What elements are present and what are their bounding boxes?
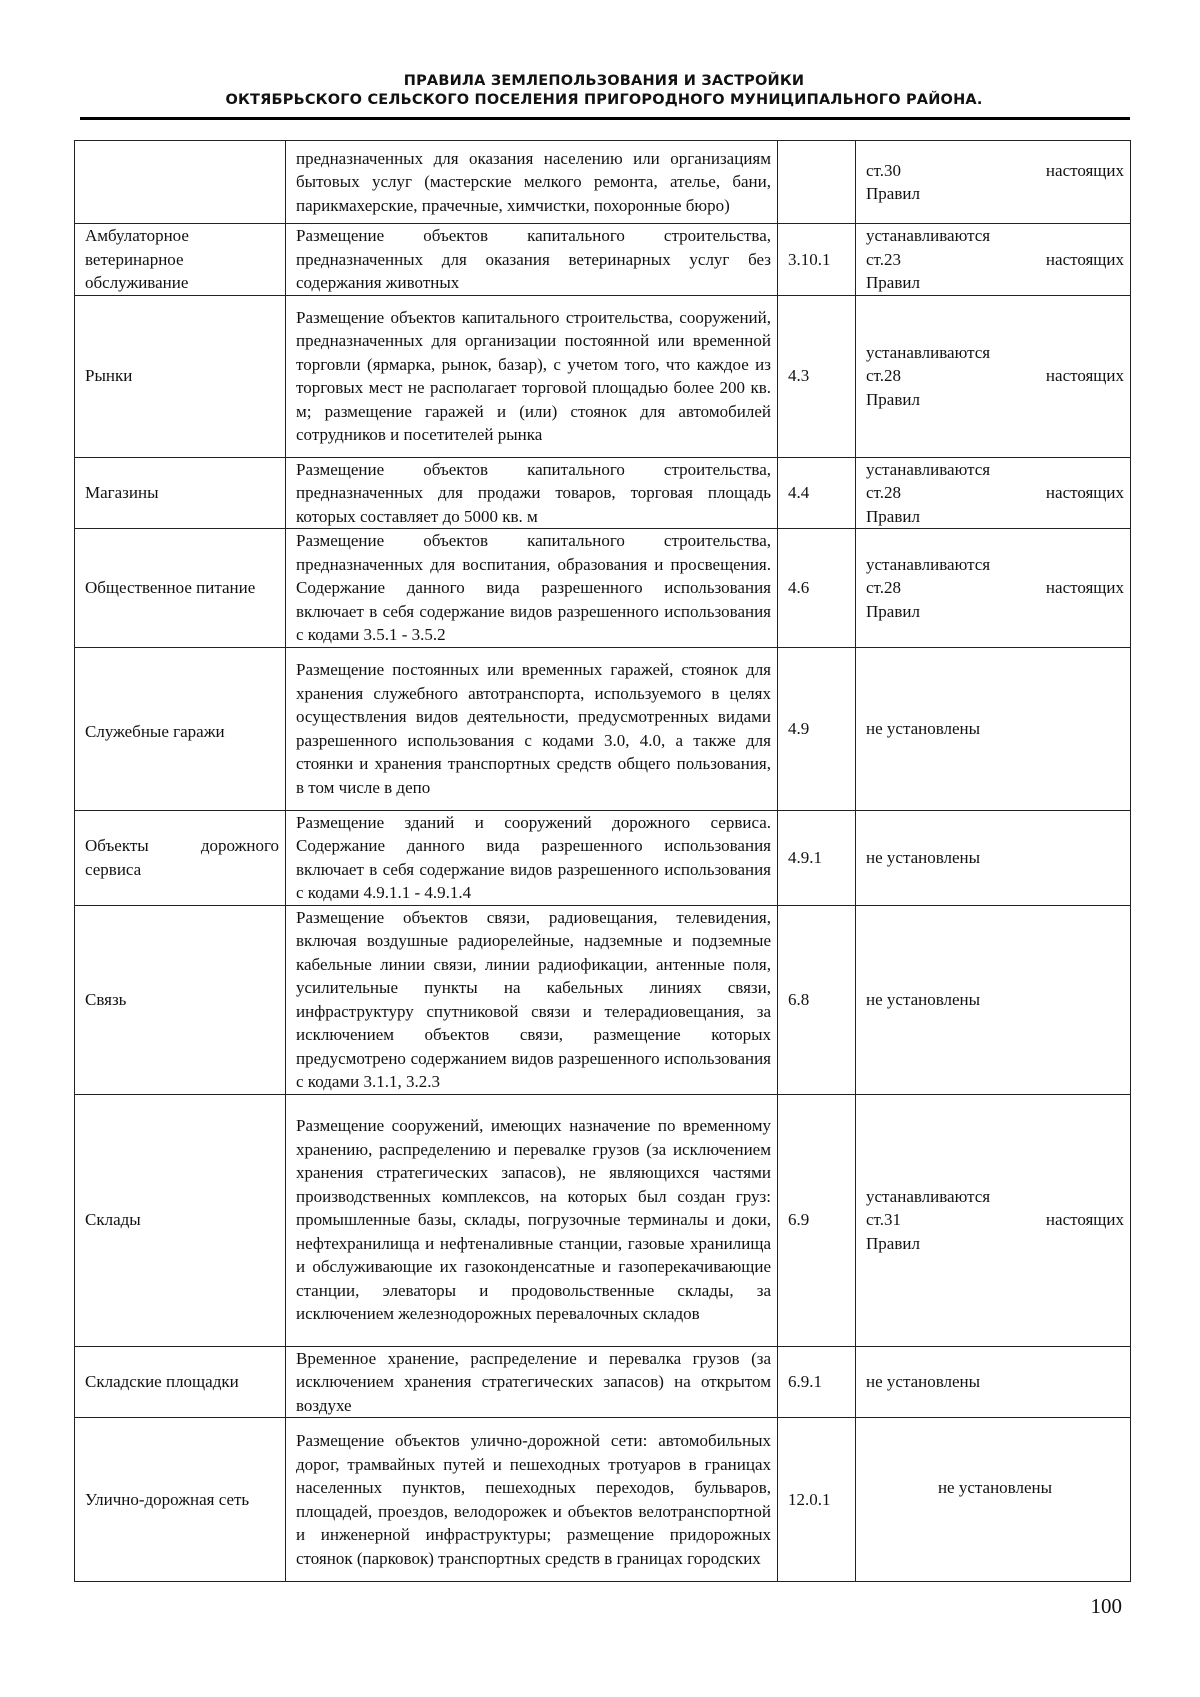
use-code: 4.3	[778, 295, 856, 457]
param-word: настоящих	[1045, 483, 1124, 502]
header-title-line-1: ПРАВИЛА ЗЕМЛЕПОЛЬЗОВАНИЯ И ЗАСТРОЙКИ	[403, 73, 805, 89]
param-rules: Правил	[866, 506, 920, 526]
param-status: устанавливаются	[866, 459, 991, 479]
use-parameters: не установлены	[856, 1418, 1131, 1582]
use-description: Размещение объектов капитального строительства, предназначенных для оказания ветеринарных услуг без содержания животных	[286, 224, 778, 296]
use-description: Размещение сооружений, имеющих назначение по временному хранению, распределению и перевалке грузов (за исключением хранения стратегических запасов), не являющихся частями производственных комплексов, на которых был создан груз: промышленные базы, склады, погрузочные терминалы и доки, нефтехранилища и нефтеналивные станции, газовые хранилища и обслуживающие их газоконденсатные и газоперекачивающие станции, элеваторы и продовольственные склады, за исключением железнодорожных перевалочных складов	[286, 1094, 778, 1346]
use-name: Амбулаторное ветеринарное обслуживание	[75, 224, 286, 296]
header-title-line-2: ОКТЯБРЬСКОГО СЕЛЬСКОГО ПОСЕЛЕНИЯ ПРИГОРОДНОГО МУНИЦИПАЛЬНОГО РАЙОНА.	[225, 92, 983, 108]
use-name: Служебные гаражи	[75, 647, 286, 810]
use-code: 12.0.1	[778, 1418, 856, 1582]
table-row	[75, 810, 1131, 905]
use-description: предназначенных для оказания населению или организациям бытовых услуг (мастерские мелкого ремонта, ателье, бани, парикмахерские, прачечные, химчистки, похоронные бюро)	[286, 141, 778, 224]
use-parameters: не установлены	[856, 905, 1131, 1094]
table-row	[75, 224, 1131, 296]
param-status: устанавливаются	[866, 226, 991, 245]
param-rules: Правил	[866, 1233, 920, 1253]
table-row	[75, 457, 1131, 529]
use-description: Размещение объектов капитального строительства, предназначенных для продажи товаров, торговая площадь которых составляет до 5000 кв. м	[286, 457, 778, 529]
use-description: Размещение объектов капитального строительства, предназначенных для воспитания, образования и просвещения. Содержание данного вида разрешенного использования включает в себя содержание видов разрешенного использования с кодами 3.5.1 - 3.5.2	[286, 529, 778, 648]
use-code: 6.8	[778, 905, 856, 1094]
use-parameters	[856, 1094, 1131, 1346]
table-row	[75, 1094, 1131, 1346]
use-description: Размещение объектов связи, радиовещания, телевидения, включая воздушные радиорелейные, надземные и подземные кабельные линии связи, линии радиофикации, антенные поля, усилительные пункты на кабельных линиях связи, инфраструктуру спутниковой связи и телерадиовещания, за исключением объектов связи, размещение которых предусмотрено содержанием видов разрешенного использования с кодами 3.1.1, 3.2.3	[286, 905, 778, 1094]
use-code: 4.6	[778, 529, 856, 648]
use-parameters	[856, 295, 1131, 457]
table-row	[75, 905, 1131, 1094]
use-description: Размещение постоянных или временных гаражей, стоянок для хранения служебного автотранспорта, используемого в целях осуществления видов деятельности, предусмотренных видами разрешенного использования с кодами 3.0, 4.0, а также для стоянки и хранения транспортных средств общего пользования, в том числе в депо	[286, 647, 778, 810]
param-article: ст.23	[866, 249, 901, 269]
use-name: Магазины	[75, 457, 286, 529]
param-article: ст.31	[866, 1210, 901, 1230]
page-header	[80, 72, 1128, 110]
use-name	[75, 141, 286, 224]
param-rules: Правил	[866, 389, 920, 409]
param-article: ст.28	[866, 578, 901, 597]
use-parameters: не установлены	[856, 1346, 1131, 1418]
param-article: ст.28	[866, 366, 901, 386]
table-row	[75, 295, 1131, 457]
use-description: Временное хранение, распределение и перевалка грузов (за исключением хранения стратегических запасов) на открытом воздухе	[286, 1346, 778, 1418]
param-rules: Правил	[866, 184, 920, 203]
param-status: устанавливаются	[866, 1186, 991, 1206]
param-status: устанавливаются	[866, 342, 991, 362]
use-parameters	[856, 141, 1131, 224]
land-use-table	[74, 140, 1131, 1582]
table-row	[75, 1346, 1131, 1418]
param-rules: Правил	[866, 601, 920, 621]
use-name: Рынки	[75, 295, 286, 457]
use-code: 4.4	[778, 457, 856, 529]
use-description: Размещение зданий и сооружений дорожного сервиса. Содержание данного вида разрешенного использования включает в себя содержание видов разрешенного использования с кодами 4.9.1.1 - 4.9.1.4	[286, 810, 778, 905]
param-word: настоящих	[1045, 249, 1124, 269]
param-status: устанавливаются	[866, 554, 991, 574]
use-code: 4.9	[778, 647, 856, 810]
use-description: Размещение объектов улично-дорожной сети: автомобильных дорог, трамвайных путей и пешеходных тротуаров в границах населенных пунктов, пешеходных переходов, бульваров, площадей, проездов, велодорожек и объектов велотранспортной и инженерной инфраструктуры; размещение придорожных стоянок (парковок) транспортных средств в границах городских	[286, 1418, 778, 1582]
header-rule	[80, 117, 1130, 120]
use-description: Размещение объектов капитального строительства, сооружений, предназначенных для организации постоянной или временной торговли (ярмарка, рынок, базар), с учетом того, что каждое из торговых мест не располагает торговой площадью более 200 кв. м; размещение гаражей и (или) стоянок для автомобилей сотрудников и посетителей рынка	[286, 295, 778, 457]
param-word: настоящих	[1045, 578, 1124, 597]
param-rules: Правил	[866, 273, 920, 292]
use-name: Связь	[75, 905, 286, 1094]
use-code: 6.9.1	[778, 1346, 856, 1418]
table-row	[75, 141, 1131, 224]
use-parameters	[856, 457, 1131, 529]
param-article: ст.28	[866, 483, 901, 502]
use-parameters: не установлены	[856, 810, 1131, 905]
use-parameters: не установлены	[856, 647, 1131, 810]
param-word: настоящих	[1045, 366, 1124, 386]
use-name: Общественное питание	[75, 529, 286, 648]
use-name: Объекты дорожного сервиса	[75, 810, 286, 905]
page-number: 100	[1090, 1594, 1122, 1618]
use-name: Улично-дорожная сеть	[75, 1418, 286, 1582]
use-code: 6.9	[778, 1094, 856, 1346]
param-word: настоящих	[1045, 1210, 1124, 1230]
use-code: 3.10.1	[778, 224, 856, 296]
table-row	[75, 529, 1131, 648]
table-row	[75, 1418, 1131, 1582]
param-article: ст.30	[866, 160, 901, 180]
use-name: Складские площадки	[75, 1346, 286, 1418]
use-parameters	[856, 224, 1131, 296]
table-row	[75, 647, 1131, 810]
use-parameters	[856, 529, 1131, 648]
use-name: Склады	[75, 1094, 286, 1346]
use-code	[778, 141, 856, 224]
param-word: настоящих	[1045, 160, 1124, 180]
use-code: 4.9.1	[778, 810, 856, 905]
